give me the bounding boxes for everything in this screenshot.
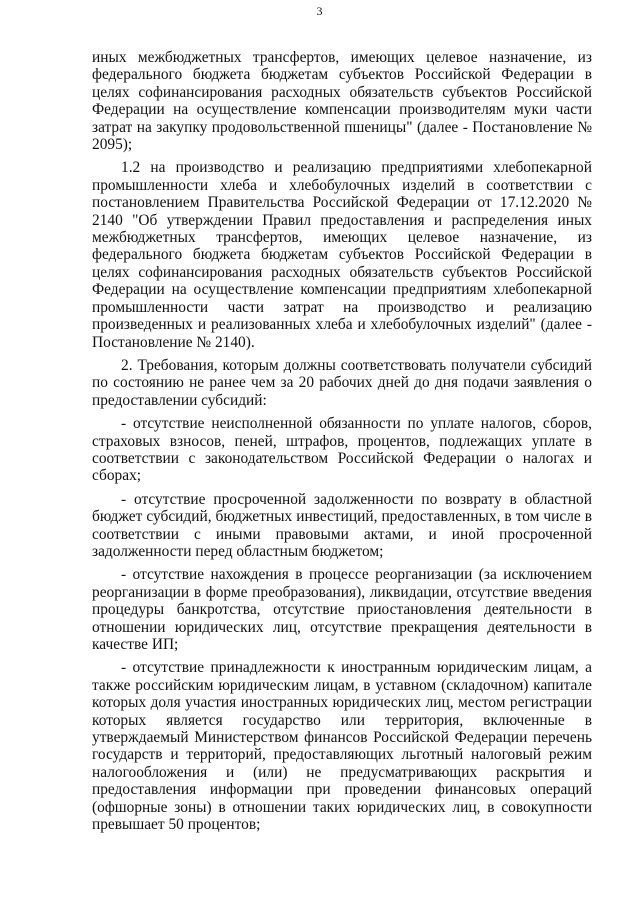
paragraph: 2. Требования, которым должны соответствовать получатели субсидий по состоянию не ранее чем за 20 рабочих дней до дня подачи заявления о предоставлении субсидий: [92, 356, 592, 409]
paragraph: - отсутствие принадлежности к иностранным юридическим лицам, а также российским юридическим лицам, в уставном (складочном) капитале которых доля участия иностранных юридических лиц, местом регистрации которых является государство или территория, включенные в утверждаемый Министерством финансов Российской Федерации перечень государств и территорий, предоставляющих льготный налоговый режим налогообложения и (или) не предусматривающих раскрытия и предоставления информации при проведении финансовых операций (офшорные зоны) в отношении таких юридических лиц, в совокупности превышает 50 процентов; [92, 659, 592, 834]
document-body [92, 49, 592, 839]
paragraph: - отсутствие просроченной задолженности по возврату в областной бюджет субсидий, бюджетных инвестиций, предоставленных, в том числе в соответствии с иными правовыми актами, и иной просроченной задолженности перед областным бюджетом; [92, 490, 592, 560]
paragraph: - отсутствие нахождения в процессе реорганизации (за исключением реорганизации в форме преобразования), ликвидации, отсутствие введения процедуры банкротства, отсутствие приостановления деятельности в отношении юридических лиц, отсутствие прекращения деятельности в качестве ИП; [92, 566, 592, 653]
page-number: 3 [316, 4, 323, 18]
paragraph: 1.2 на производство и реализацию предприятиями хлебопекарной промышленности хлеба и хлебобулочных изделий в соответствии с постановлением Правительства Российской Федерации от 17.12.2020 № 2140 "Об утверждении Правил предоставления и распределения иных межбюджетных трансфертов, имеющих целевое назначение, из федерального бюджета бюджетам субъектов Российской Федерации в целях софинансирования расходных обязательств субъектов Российской Федерации на осуществление компенсации предприятиям хлебопекарной промышленности части затрат на производство и реализацию произведенных и реализованных хлеба и хлебобулочных изделий" (далее - Постановление № 2140). [92, 159, 592, 351]
paragraph: иных межбюджетных трансфертов, имеющих целевое назначение, из федерального бюджета бюджетам субъектов Российской Федерации в целях софинансирования расходных обязательств субъектов Российской Федерации на осуществление компенсации производителям муки части затрат на закупку продовольственной пшеницы" (далее - Постановление № 2095); [92, 49, 592, 154]
paragraph: - отсутствие неисполненной обязанности по уплате налогов, сборов, страховых взносов, пеней, штрафов, процентов, подлежащих уплате в соответствии с законодательством Российской Федерации о налогах и сборах; [92, 415, 592, 485]
